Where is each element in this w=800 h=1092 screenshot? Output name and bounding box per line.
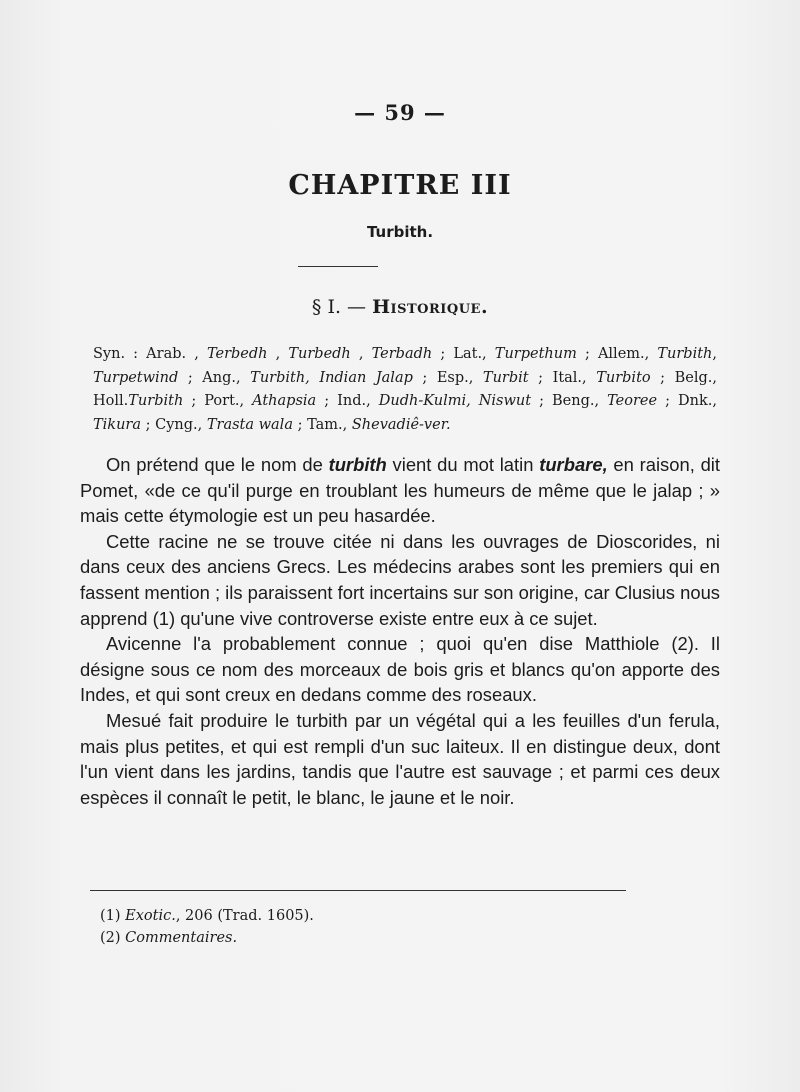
synonym-text: ; Ind., [316,393,379,409]
synonym-text: ; Beng., [531,393,608,409]
paragraph-text: Avicenne l'a probablement connue ; quoi qu'en dise Matthiole (2). Il désigne sous ce nom des morceaux de bois gris et blancs qu'on apporte des Indes, et qui sont creux en dedans comme des roseaux. [80,633,720,706]
synonyms-block [93,343,717,437]
paragraph [80,452,720,529]
body-text [80,452,720,810]
section-number: § I. — [311,296,367,318]
footnote-text: (1) [100,908,126,924]
paragraph-text: en raison, dit Pomet, «de ce qu'il purge en troublant les humeurs de même que le jalap ; » mais cette étymologie est un peu hasardée. [80,454,720,527]
paragraph-text: Cette racine ne se trouve citée ni dans les ouvrages de Dioscorides, ni dans ceux des anciens Grecs. Les médecins arabes sont les premiers qui en fassent mention ; ils paraissent fort incertains sur son origine, car Clusius nous apprend (1) qu'une vive controverse existe entre eux à ce sujet. [80,530,720,629]
synonym-text: ; Allem., [576,346,658,362]
synonym-italic: Terbedh [206,346,268,362]
page-number: — 59 — [354,100,446,125]
footnote [100,905,314,927]
section-title: Historique. [372,296,489,318]
synonym-italic: Turbith [128,393,184,409]
synonym-italic: Turbith, Indian Jalap [250,369,413,386]
synonym-italic: Teoree [607,393,658,409]
synonym-text: ; Esp., [412,369,483,386]
synonym-text: ; Tam., [292,416,352,433]
paragraph-text: Mesué fait produire le turbith par un végétal qui a les feuilles d'un ferula, mais plus petites, et qui est rempli d'un suc laiteux. Il en distingue deux, dont l'un vient dans les jardins, tandis que l'autre est sauvage ; et parmi ces deux espèces il connaît le petit, le blanc, le jaune et le noir. [80,709,720,808]
synonym-text: , [712,346,717,362]
footnote [100,927,314,949]
paragraph [80,708,720,810]
footnote-text: (2) [100,930,126,946]
footnote-italic: Exotic. [125,908,176,924]
synonym-text: ; Cyng., [141,416,207,433]
heading-rule [298,266,378,267]
footnote-text: , 206 (Trad. 1605). [175,908,314,924]
paragraph-italic: turbare, [539,454,608,475]
synonym-text: ; Belg., Holl. [93,369,717,409]
footnotes [100,905,314,949]
synonym-text: , [350,346,372,362]
synonym-italic: Turbito [596,369,651,386]
section-heading [0,296,800,318]
synonym-italic: Athapsia [252,393,317,409]
synonym-italic: Dudh-Kulmi, Niswut [378,393,532,409]
chapter-heading: CHAPITRE III [288,170,512,201]
synonym-italic: Turbedh [288,346,351,362]
synonym-text: ; Ang., [178,369,251,386]
synonym-italic: Turpethum [494,346,577,362]
footnote-rule [90,890,626,891]
synonym-text: Syn. : Arab. , [93,346,207,362]
synonym-text: , [267,346,289,362]
paragraph-italic: turbith [328,454,387,475]
paragraph-text: On prétend que le nom de [106,454,329,475]
paragraph-text: vient du mot latin [386,454,540,475]
synonym-text: ; Ital., [528,369,597,386]
footnote-italic: Commentaires. [125,930,238,946]
synonym-text: ; Port., [183,393,253,409]
synonym-italic: Turbit [482,369,529,386]
synonym-italic: Terbadh [371,346,433,362]
paragraph [80,529,720,631]
synonym-italic: Tikura [93,416,142,433]
synonym-italic: Turbith [657,346,713,362]
chapter-subject: Turbith. [366,223,434,241]
synonym-italic: Shevadiê-ver. [351,416,451,433]
synonym-italic: Trasta wala [206,416,293,433]
paragraph [80,631,720,708]
synonym-text: ; Dnk., [657,393,717,409]
synonym-text: ; Lat., [432,346,495,362]
synonym-italic: Turpetwind [93,369,179,386]
